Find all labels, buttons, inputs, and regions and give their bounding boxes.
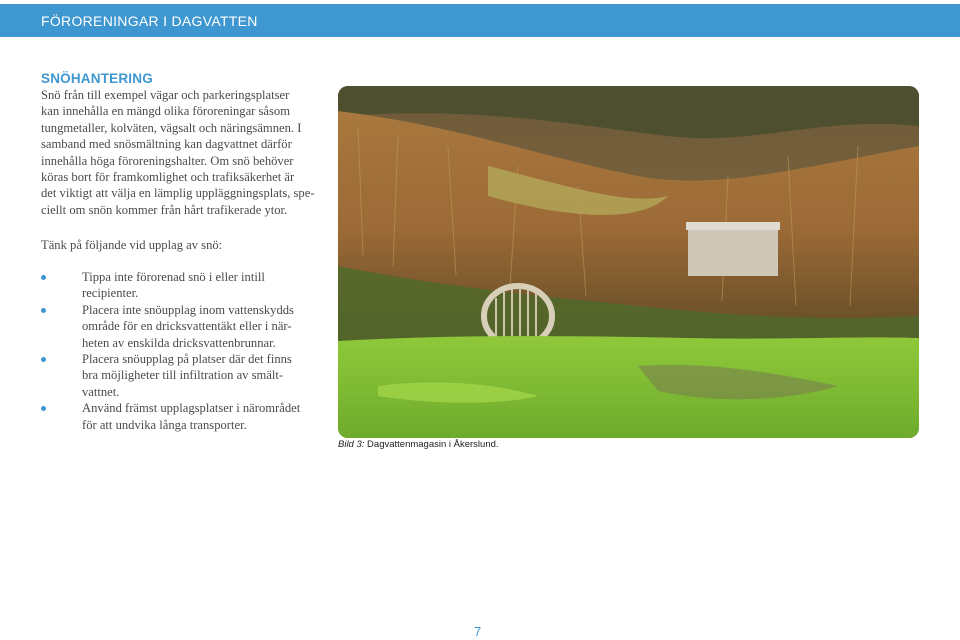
main-text-column: [41, 70, 331, 218]
bullet-icon: [41, 406, 46, 411]
paragraph-line: köras bort för framkomlighet och trafiksäkerhet är: [41, 170, 295, 185]
figure-caption: [338, 439, 499, 450]
caption-prefix: Bild 3:: [338, 439, 365, 450]
list-item: [41, 302, 331, 351]
bullet-line: Använd främst upplagsplatser i närområdet: [82, 401, 301, 416]
page-header-title: FÖRORENINGAR I DAGVATTEN: [41, 13, 258, 29]
paragraph-line: samband med snösmältning kan dagvattnet därför: [41, 137, 292, 152]
bullet-list: [41, 269, 331, 433]
page-number: 7: [474, 624, 482, 639]
bullet-icon: [41, 308, 46, 313]
bullet-icon: [41, 357, 46, 362]
bullet-line: vattnet.: [82, 384, 120, 399]
list-item: [41, 400, 331, 433]
photo-illustration: [338, 86, 919, 438]
section-paragraph: [41, 87, 331, 218]
bullet-icon: [41, 275, 46, 280]
caption-text: Dagvattenmagasin i Åkerslund.: [364, 439, 499, 450]
list-item: [41, 351, 331, 400]
paragraph-line: innehålla höga föroreningshalter. Om snö behöver: [41, 153, 294, 168]
bullet-line: heten av enskilda dricksvattenbrunnar.: [82, 335, 276, 350]
paragraph-line: det viktigt att välja en lämplig uppläggningsplats, spe-: [41, 186, 315, 201]
list-item: [41, 269, 331, 302]
section-heading: SNÖHANTERING: [41, 71, 153, 86]
bullet-line: Tippa inte förorenad snö i eller intill: [82, 270, 265, 284]
bullet-line: Placera snöupplag på platser där det finns: [82, 352, 292, 367]
paragraph-line: ciellt om snön kommer från hårt trafikerade ytor.: [41, 202, 288, 217]
bullet-line: recipienter.: [82, 286, 139, 301]
bullet-line: Placera inte snöupplag inom vattenskydds: [82, 302, 294, 317]
paragraph-line: kan innehålla en mängd olika föroreningar såsom: [41, 104, 290, 119]
bullet-line: område för en dricksvattentäkt eller i när-: [82, 319, 292, 334]
bullet-line: för att undvika långa transporter.: [82, 417, 247, 432]
paragraph-line: Snö från till exempel vägar och parkeringsplatser: [41, 88, 290, 102]
stormwater-pond-photo: [338, 86, 919, 438]
bullet-line: bra möjligheter till infiltration av smält-: [82, 368, 284, 383]
bullet-intro: Tänk på följande vid upplag av snö:: [41, 238, 223, 252]
header-bar: [0, 4, 960, 37]
paragraph-line: tungmetaller, kolväten, vägsalt och näringsämnen. I: [41, 120, 302, 135]
